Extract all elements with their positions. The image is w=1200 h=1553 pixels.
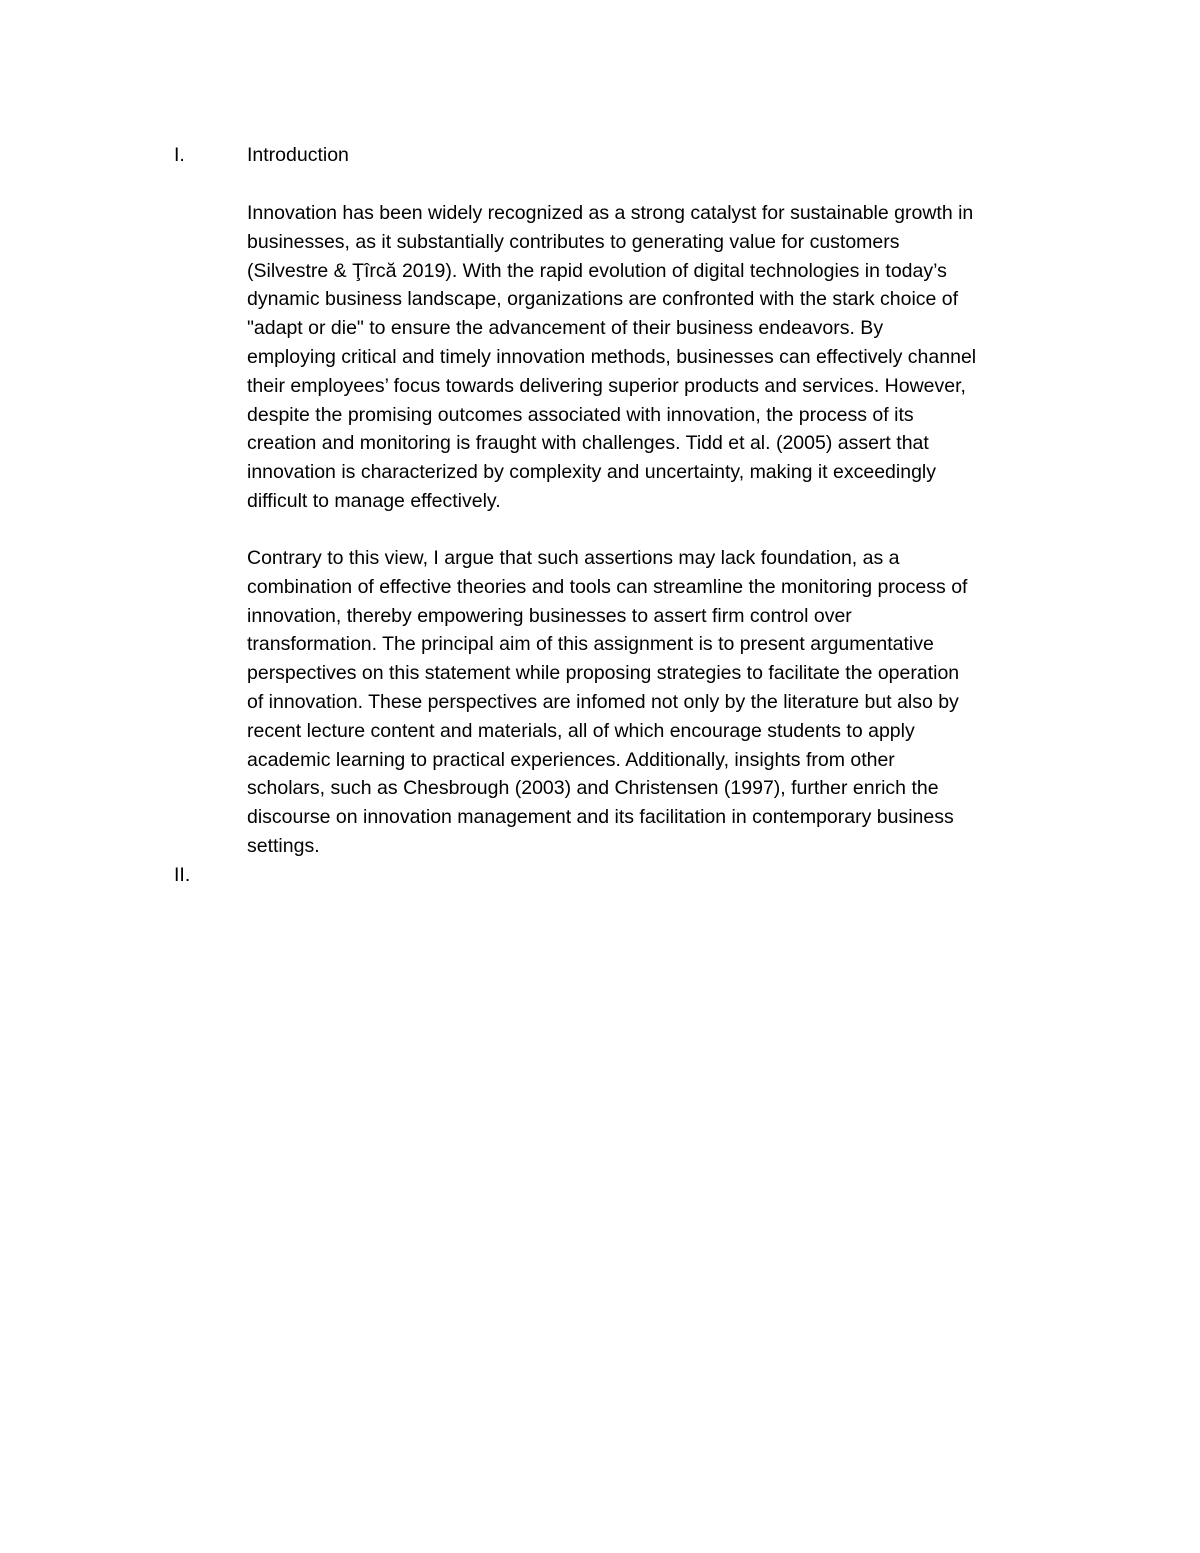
section-heading-introduction — [174, 141, 349, 170]
paragraph-line: "adapt or die" to ensure the advancement of their business endeavors. By — [247, 317, 884, 340]
paragraph-line: despite the promising outcomes associated with innovation, the process of its — [247, 403, 914, 426]
section-heading-2 — [174, 861, 247, 890]
paragraph-line: recent lecture content and materials, all of which encourage students to apply — [247, 719, 915, 742]
paragraph-line: their employees’ focus towards delivering superior products and services. However, — [247, 374, 966, 397]
paragraph-line: discourse on innovation management and its facilitation in contemporary business — [247, 806, 954, 829]
paragraph-line: dynamic business landscape, organizations are confronted with the stark choice of — [247, 288, 959, 311]
paragraph — [247, 544, 1077, 861]
paragraph-line: transformation. The principal aim of this assignment is to present argumentative — [247, 633, 934, 656]
paragraph-line: creation and monitoring is fraught with challenges. Tidd et al. (2005) assert that — [247, 432, 929, 455]
paragraph-line: innovation, thereby empowering businesses to assert firm control over — [247, 604, 852, 627]
paragraph-line: perspectives on this statement while proposing strategies to facilitate the operation — [247, 662, 960, 685]
paragraph-line: (Silvestre & Ţîrcă 2019). With the rapid evolution of digital technologies in today’s — [247, 259, 947, 282]
section-numeral: I. — [174, 144, 185, 166]
paragraph-line: businesses, as it substantially contributes to generating value for customers — [247, 230, 900, 253]
paragraph-line: combination of effective theories and tools can streamline the monitoring process of — [247, 575, 968, 598]
paragraph-line: difficult to manage effectively. — [247, 489, 501, 512]
paragraph-line: Innovation has been widely recognized as a strong catalyst for sustainable growth in — [247, 202, 974, 224]
section-title: Introduction — [247, 144, 349, 166]
paragraph — [247, 199, 1077, 516]
paragraph-line: scholars, such as Chesbrough (2003) and Christensen (1997), further enrich the — [247, 777, 939, 800]
section-numeral: II. — [174, 864, 191, 886]
paragraph-line: academic learning to practical experiences. Additionally, insights from other — [247, 748, 895, 771]
paragraph-line: employing critical and timely innovation methods, businesses can effectively channel — [247, 345, 977, 368]
paragraph-line: settings. — [247, 834, 320, 857]
paragraph-line: innovation is characterized by complexity and uncertainty, making it exceedingly — [247, 461, 936, 484]
paragraph-line: Contrary to this view, I argue that such assertions may lack foundation, as a — [247, 547, 900, 569]
paragraph-line: of innovation. These perspectives are infomed not only by the literature but also by — [247, 690, 959, 713]
